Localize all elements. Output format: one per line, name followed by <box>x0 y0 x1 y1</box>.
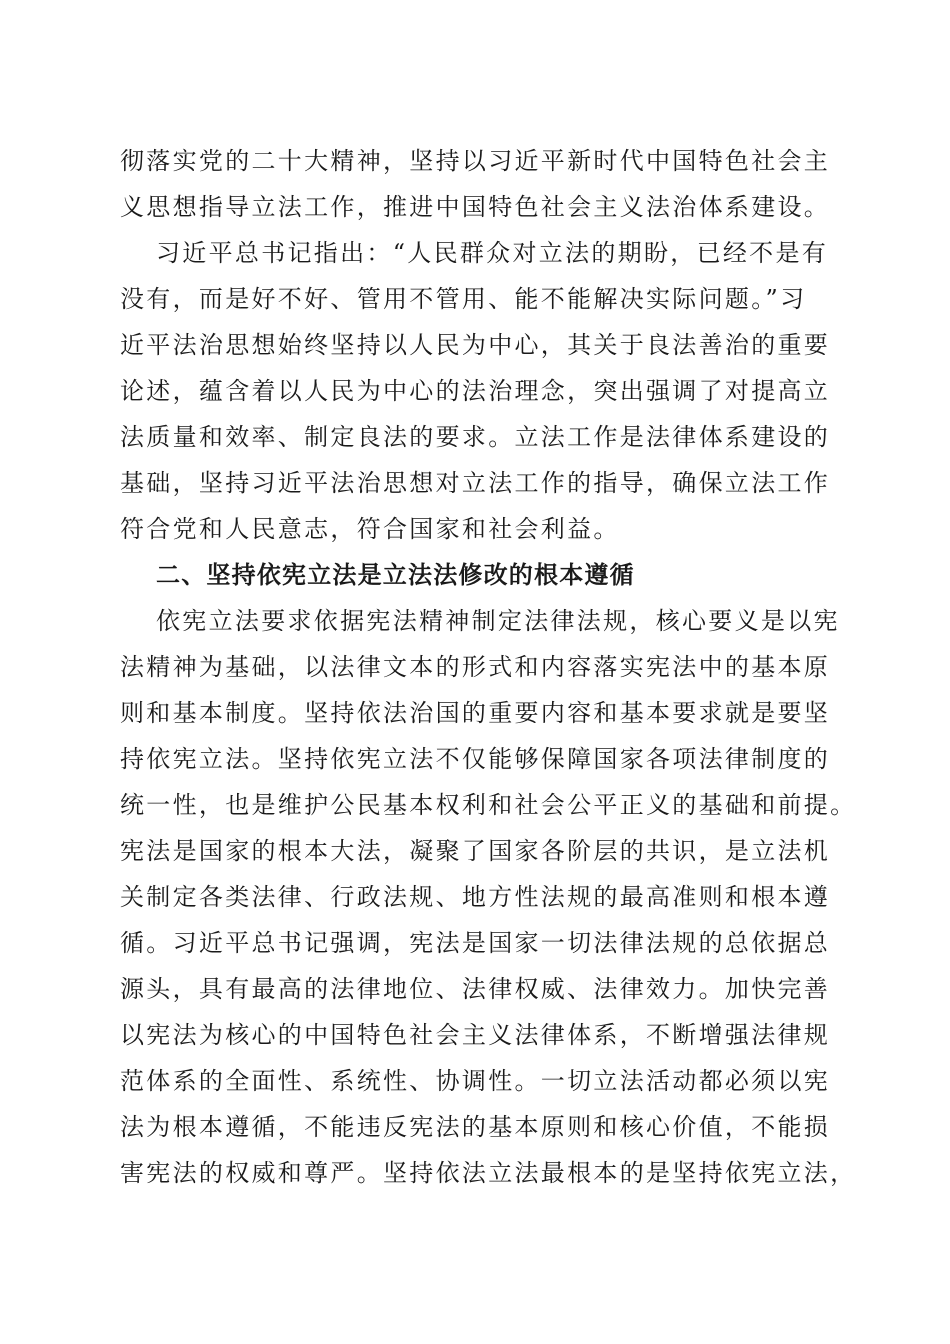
body-text-line: 法为根本遵循，不能违反宪法的基本原则和核心价值，不能损 <box>120 1113 831 1141</box>
body-text-line: 论述，蕴含着以人民为中心的法治理念，突出强调了对提高立 <box>120 377 831 405</box>
body-text-line: 关制定各类法律、行政法规、地方性法规的最高准则和根本遵 <box>120 883 831 911</box>
body-text-line: 循。习近平总书记强调，宪法是国家一切法律法规的总依据总 <box>120 929 831 957</box>
body-text-line: 害宪法的权威和尊严。坚持依法立法最根本的是坚持依宪立法， <box>120 1159 857 1187</box>
body-text-line: 符合党和人民意志，符合国家和社会利益。 <box>120 515 620 543</box>
section-heading: 二、坚持依宪立法是立法法修改的根本遵循 <box>156 561 635 589</box>
paragraph-first-line: 依宪立法要求依据宪法精神制定法律法规，核心要义是以宪 <box>156 607 840 635</box>
body-text-line: 则和基本制度。坚持依法治国的重要内容和基本要求就是要坚 <box>120 699 831 727</box>
body-text-line: 统一性，也是维护公民基本权利和社会公平正义的基础和前提。 <box>120 791 857 819</box>
body-text-line: 以宪法为核心的中国特色社会主义法律体系，不断增强法律规 <box>120 1021 831 1049</box>
body-text-line: 义思想指导立法工作，推进中国特色社会主义法治体系建设。 <box>120 193 831 221</box>
body-text-line: 没有，而是好不好、管用不管用、能不能解决实际问题。”习 <box>120 285 807 313</box>
body-text-line: 法质量和效率、制定良法的要求。立法工作是法律体系建设的 <box>120 423 831 451</box>
paragraph-first-line: 习近平总书记指出：“人民群众对立法的期盼，已经不是有 <box>156 239 829 267</box>
body-text-line: 彻落实党的二十大精神，坚持以习近平新时代中国特色社会主 <box>120 147 831 175</box>
body-text-line: 宪法是国家的根本大法，凝聚了国家各阶层的共识，是立法机 <box>120 837 831 865</box>
body-text-line: 源头，具有最高的法律地位、法律权威、法律效力。加快完善 <box>120 975 831 1003</box>
body-text-line: 法精神为基础，以法律文本的形式和内容落实宪法中的基本原 <box>120 653 831 681</box>
body-text-line: 持依宪立法。坚持依宪立法不仅能够保障国家各项法律制度的 <box>120 745 831 773</box>
body-text-line: 范体系的全面性、系统性、协调性。一切立法活动都必须以宪 <box>120 1067 831 1095</box>
body-text-line: 近平法治思想始终坚持以人民为中心，其关于良法善治的重要 <box>120 331 831 359</box>
body-text-line: 基础，坚持习近平法治思想对立法工作的指导，确保立法工作 <box>120 469 831 497</box>
